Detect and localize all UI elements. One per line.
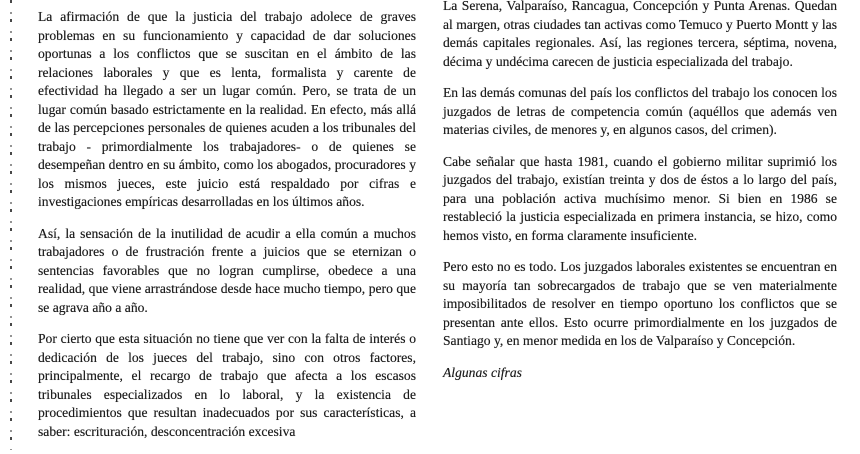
paragraph-right-3: Cabe señalar que hasta 1981, cuando el gobierno militar suprimió los juzgados del trabajo, existían treinta y dos de éstos a lo largo del país, para una población activa muchísimo menor. Si bien en 1986 se restableció la justicia especializada en primera instancia, se hizo, como hemos visto, en forma claramente insuficiente.: [443, 153, 837, 243]
paragraph-left-2: Así, la sensación de la inutilidad de acudir a ella común a muchos trabajadores o de frustración frente a juicios que se eternizan o sentencias favorables que no logran cumplirse, obedece a una realidad, que viene arrastrándose desde hace mucho tiempo, pero que se agrava año a año.: [38, 225, 416, 315]
paragraph-right-1: La Serena, Valparaíso, Rancagua, Concepción y Punta Arenas. Quedan al margen, otras ciudades tan activas como Temuco y Puerto Montt y las demás capitales regionales. Así, las regiones tercera, séptima, novena, décima y undécima carecen de justicia especializada del trabajo.: [443, 0, 837, 69]
paragraph-left-1: La afirmación de que la justicia del trabajo adolece de graves problemas en su funcionamiento y capacidad de dar soluciones oportunas a los conflictos que se suscitan en el ámbito de las relaciones laborales y que es lenta, formalista y carente de efectividad ha llegado a ser un lugar común. Pero, se trata de un lugar común basado estrictamente en la realidad. En efecto, más allá de las percepciones personales de quienes acuden a los tribunales del trabajo - primordialmente los trabajadores- o de quienes se desempeñan dentro en su ámbito, como los abogados, procuradores y los mismos jueces, este juicio está respaldado por cifras e investigaciones empíricas desarrolladas en los últimos años.: [38, 9, 416, 209]
paragraph-left-3: Por cierto que esta situación no tiene que ver con la falta de interés o dedicación de los jueces del trabajo, sino con otros factores, principalmente, el recargo de trabajo que afecta a los escasos tribunales especializados en lo laboral, y la existencia de procedimientos que resultan inadecuados por sus características, a saber: escrituración, desconcentración excesiva: [38, 331, 416, 439]
paragraph-right-2: En las demás comunas del país los conflictos del trabajo los conocen los juzgados de letras de competencia común (aquéllos que además ven materias civiles, de menores y, en algunos casos, del crimen).: [443, 85, 837, 137]
section-heading-algunas-cifras: Algunas cifras: [443, 364, 522, 380]
paragraph-right-4: Pero esto no es todo. Los juzgados laborales existentes se encuentran en su mayoría tan sobrecargados de trabajo que se ven materialmente imposibilitados de resolver en tiempo oportuno los conflictos que se presentan ante ellos. Esto ocurre primordialmente en los juzgados de Santiago y, en menor medida en los de Valparaíso y Concepción.: [443, 259, 837, 348]
left-column: [38, 8, 416, 454]
scan-edge-artifact-line: [10, 0, 12, 450]
right-column: [443, 0, 837, 395]
